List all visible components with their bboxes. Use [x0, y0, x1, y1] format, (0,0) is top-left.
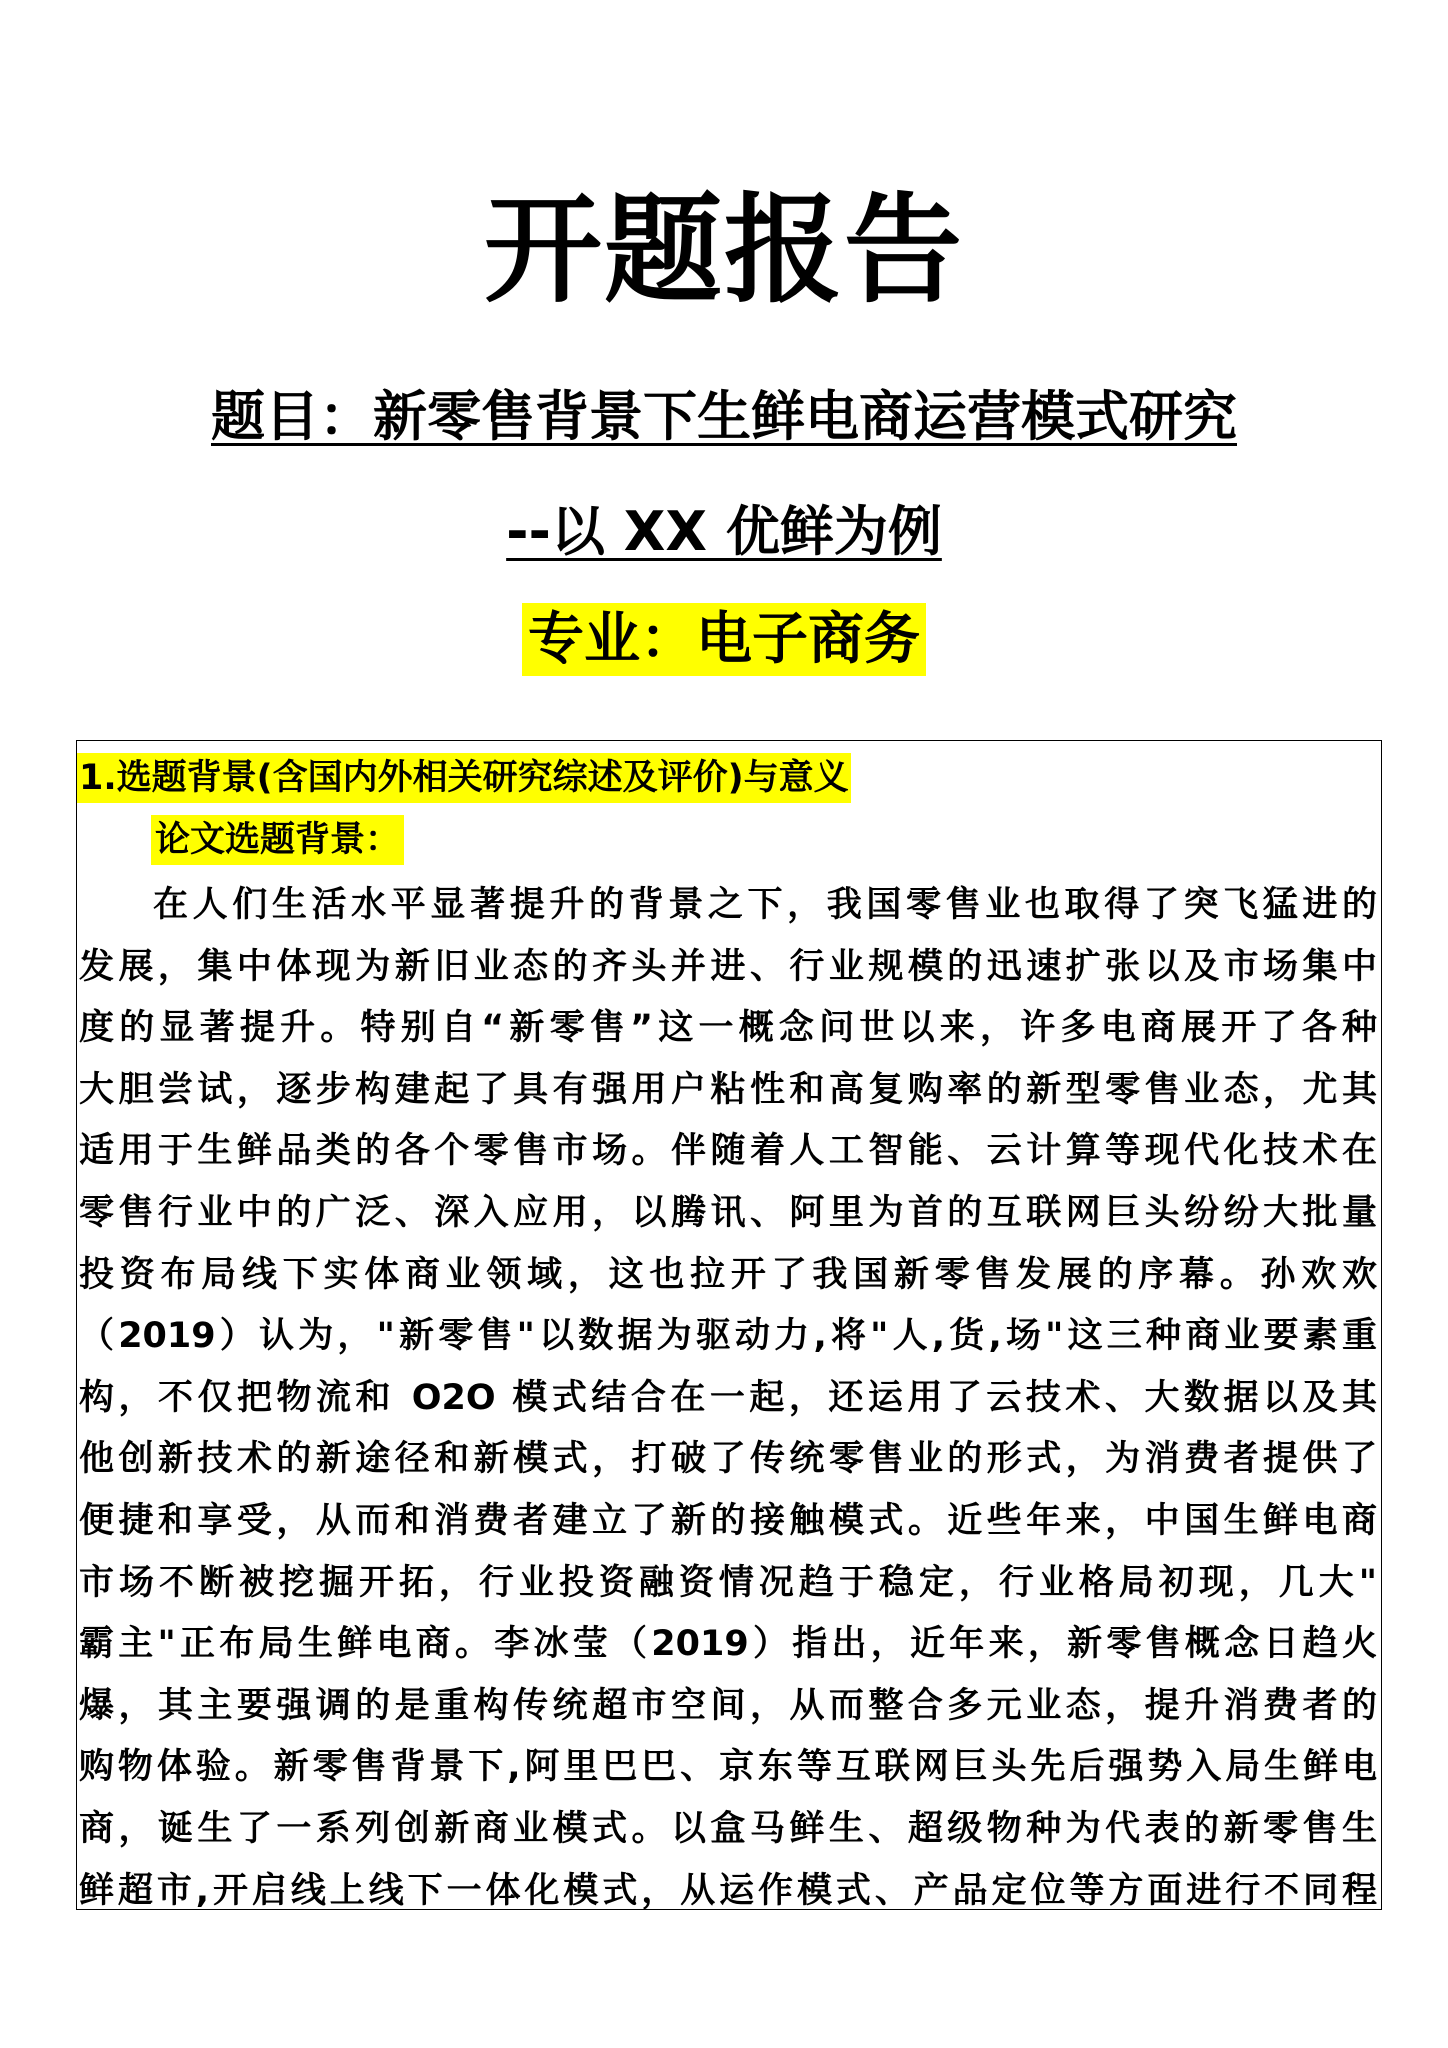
paragraph-line: 霸主"正布局生鲜电商。李冰莹（2019）指出，近年来，新零售概念日趋火 — [79, 1624, 1377, 1665]
paragraph-line: 发展，集中体现为新旧业态的齐头并进、行业规模的迅速扩张以及市场集中 — [79, 946, 1377, 987]
background-paragraph — [79, 875, 1377, 1910]
paragraph-line: 爆，其主要强调的是重构传统超市空间，从而整合多元业态，提升消费者的 — [79, 1685, 1377, 1726]
paragraph-line: 大胆尝试，逐步构建起了具有强用户粘性和高复购率的新型零售业态，尤其 — [79, 1069, 1377, 1110]
major-text: 专业：电子商务 — [522, 603, 926, 676]
paragraph-line: 便捷和享受，从而和消费者建立了新的接触模式。近些年来，中国生鲜电商 — [79, 1500, 1377, 1541]
thesis-topic-case-text: --以 XX 优鲜为例 — [506, 500, 942, 563]
thesis-topic-line-2 — [0, 497, 1448, 567]
paragraph-line: 商，诞生了一系列创新商业模式。以盒马鲜生、超级物种为代表的新零售生 — [79, 1808, 1377, 1849]
paragraph-line: 适用于生鲜品类的各个零售市场。伴随着人工智能、云计算等现代化技术在 — [79, 1131, 1377, 1172]
major-line — [0, 600, 1448, 680]
thesis-topic-line-1 — [0, 382, 1448, 452]
paragraph-line: 投资布局线下实体商业领域，这也拉开了我国新零售发展的序幕。孙欢欢 — [79, 1254, 1377, 1295]
paragraph-line: 购物体验。新零售背景下,阿里巴巴、京东等互联网巨头先后强势入局生鲜电 — [79, 1747, 1377, 1788]
page-title: 开题报告 — [483, 181, 964, 319]
section-subheading: 论文选题背景： — [151, 815, 404, 865]
content-box — [76, 740, 1382, 1910]
thesis-topic-text: 题目：新零售背景下生鲜电商运营模式研究 — [211, 385, 1237, 448]
paragraph-line: 零售行业中的广泛、深入应用，以腾讯、阿里为首的互联网巨头纷纷大批量 — [79, 1192, 1377, 1233]
paragraph-line: 市场不断被挖掘开拓，行业投资融资情况趋于稳定，行业格局初现，几大" — [79, 1562, 1377, 1603]
paragraph-line: 他创新技术的新途径和新模式，打破了传统零售业的形式，为消费者提供了 — [79, 1439, 1377, 1480]
paragraph-line: 度的显著提升。特别自“新零售”这一概念问世以来，许多电商展开了各种 — [79, 1008, 1377, 1049]
paragraph-line: 在人们生活水平显著提升的背景之下，我国零售业也取得了突飞猛进的 — [153, 885, 1377, 925]
paragraph-line: （2019）认为，"新零售"以数据为驱动力,将"人,货,场"这三种商业要素重 — [79, 1316, 1377, 1357]
paragraph-line: 构，不仅把物流和 O2O 模式结合在一起，还运用了云技术、大数据以及其 — [79, 1377, 1377, 1418]
section-heading: 1.选题背景(含国内外相关研究综述及评价)与意义 — [77, 753, 851, 803]
paragraph-line: 鲜超市,开启线上线下一体化模式，从运作模式、产品定位等方面进行不同程 — [79, 1870, 1377, 1910]
